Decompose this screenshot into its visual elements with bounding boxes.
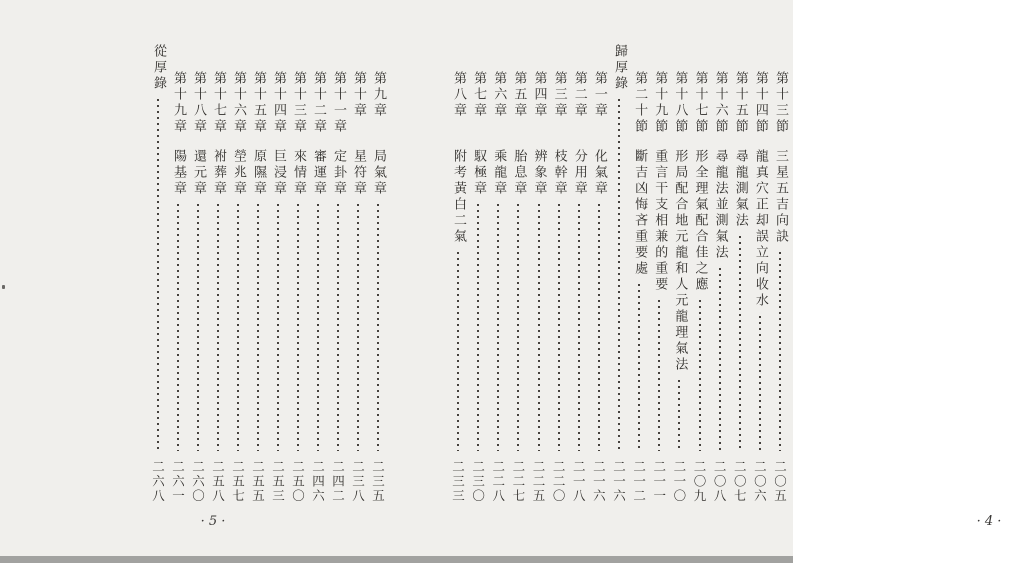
toc-entry-column (669, 44, 689, 506)
entry-number-label: 第九章 (371, 71, 386, 119)
toc-entry-column (468, 44, 488, 506)
entry-page-number: 二四二 (330, 460, 346, 504)
dot-leader (658, 300, 660, 451)
dot-leader (157, 99, 159, 451)
entry-number-label: 第十九節 (652, 71, 668, 135)
entry-page-number: 二三八 (350, 460, 366, 504)
entry-page-number: 二五七 (230, 460, 246, 504)
entry-number-label: 第十章 (351, 71, 366, 119)
entry-title: 胎息章 (511, 149, 527, 197)
toc-entry-column (690, 44, 710, 506)
entry-page-number: 二〇八 (712, 460, 728, 504)
toc-entry-column (629, 44, 649, 506)
entry-page-number: 二二八 (490, 460, 506, 504)
entry-number-label: 第十六節 (712, 71, 728, 135)
entry-title: 塋兆章 (231, 149, 246, 197)
dot-leader (297, 204, 299, 451)
entry-page-number: 二六一 (170, 460, 186, 504)
dot-leader (739, 236, 741, 451)
entry-number-label: 第十三章 (291, 71, 306, 135)
dot-leader (337, 204, 339, 451)
section-title: 歸厚錄 (612, 44, 627, 92)
toc-entry-column (208, 44, 228, 506)
entry-page-number: 二二七 (510, 460, 526, 504)
entry-title: 枝幹章 (551, 149, 567, 197)
entry-number-label: 第十九章 (171, 71, 186, 135)
section-title: 從厚錄 (151, 44, 166, 92)
entry-title: 重言干支相兼的重要 (652, 149, 668, 293)
toc-entry-column (649, 44, 669, 506)
folio-page-4: · 4 · (976, 514, 1002, 529)
entry-title: 星符章 (351, 149, 366, 197)
toc-entry-column (268, 44, 288, 506)
entry-number-label: 第八章 (451, 71, 466, 119)
entry-title: 斷吉凶悔吝重要處 (632, 149, 648, 277)
dot-leader (558, 204, 560, 451)
dot-leader (377, 204, 379, 451)
entry-title: 局氣章 (371, 149, 386, 197)
toc-entry-column (168, 44, 188, 506)
entry-number-label: 第十六章 (231, 71, 246, 135)
book-page-5 (0, 0, 396, 563)
toc-entry-column (348, 44, 368, 506)
entry-page-number: 二六八 (150, 460, 166, 504)
dot-leader (457, 252, 459, 451)
dot-leader (237, 204, 239, 451)
toc-entry-column (508, 44, 528, 506)
dot-leader (779, 252, 781, 451)
toc-entry-column (488, 44, 508, 506)
entry-title: 原隰章 (251, 149, 266, 197)
entry-page-number: 二五五 (250, 460, 266, 504)
entry-page-number: 二三〇 (470, 460, 486, 504)
entry-number-label: 第十一章 (331, 71, 346, 135)
dot-leader (497, 204, 499, 451)
entry-title: 巨浸章 (271, 149, 286, 197)
entry-number-label: 第三章 (551, 71, 567, 119)
entry-number-label: 第十五節 (732, 71, 748, 135)
toc-entry-column (308, 44, 328, 506)
entry-title: 尋龍法並測氣法 (712, 149, 728, 261)
toc-entry-column (750, 44, 770, 506)
entry-number-label: 第十七節 (692, 71, 708, 135)
dot-leader (538, 204, 540, 451)
entry-title: 形全理氣配合佳之應 (692, 149, 708, 293)
dot-leader (317, 204, 319, 451)
entry-number-label: 第十四節 (752, 71, 768, 135)
entry-page-number: 二六〇 (190, 460, 206, 504)
entry-number-label: 第七章 (471, 71, 487, 119)
entry-page-number: 二〇七 (732, 460, 748, 504)
entry-number-label: 第十五章 (251, 71, 266, 135)
entry-number-label: 第十八節 (672, 71, 688, 135)
entry-number-label: 第十七章 (211, 71, 226, 135)
dot-leader (699, 300, 701, 451)
dot-leader (678, 380, 680, 451)
entry-number-label: 第十八章 (191, 71, 206, 135)
book-page-4 (397, 0, 1002, 563)
entry-number-label: 第二十節 (632, 71, 648, 135)
entry-title: 尋龍測氣法 (732, 149, 748, 229)
dot-leader (618, 99, 620, 451)
dot-leader (197, 204, 199, 451)
entry-page-number: 二四六 (310, 460, 326, 504)
toc-entry-column (228, 44, 248, 506)
dot-leader (277, 204, 279, 451)
toc-entry-column (368, 44, 388, 506)
entry-page-number: 二一六 (611, 460, 627, 504)
entry-page-number: 二〇九 (692, 460, 707, 504)
entry-title: 辨象章 (531, 149, 547, 197)
entry-page-number: 二一〇 (671, 460, 687, 504)
entry-title: 三星五吉向訣 (773, 149, 788, 245)
entry-title: 陽基章 (171, 149, 186, 197)
entry-title: 馭極章 (471, 149, 487, 197)
entry-title: 分用章 (571, 149, 587, 197)
dot-leader (477, 204, 479, 451)
entry-number-label: 第五章 (511, 71, 527, 119)
entry-title: 龍真穴正却誤立向收水 (752, 149, 768, 309)
entry-page-number: 二一六 (591, 460, 607, 504)
toc-entry-column (188, 44, 208, 506)
toc-section-heading-column (148, 44, 168, 506)
entry-title: 化氣章 (591, 149, 607, 197)
entry-title: 附考黃白二氣 (451, 149, 466, 245)
dot-leader (257, 204, 259, 451)
dot-leader (578, 204, 580, 451)
dot-leader (719, 268, 721, 451)
toc-entry-column (288, 44, 308, 506)
scan-bottom-edge (0, 556, 793, 563)
entry-number-label: 第二章 (571, 71, 587, 119)
entry-number-label: 第十四章 (271, 71, 286, 135)
toc-entry-column (569, 44, 589, 506)
toc-columns-page-5 (148, 44, 388, 506)
toc-entry-column (248, 44, 268, 506)
entry-title: 審運章 (311, 149, 326, 197)
dot-leader (217, 204, 219, 451)
dot-leader (177, 204, 179, 451)
entry-number-label: 第六章 (491, 71, 507, 119)
scan-artifact-speck (2, 285, 5, 289)
entry-title: 定卦章 (331, 149, 346, 197)
entry-page-number: 二二五 (531, 460, 546, 504)
dot-leader (759, 316, 761, 451)
entry-number-label: 第十二章 (311, 71, 326, 135)
entry-page-number: 二一一 (651, 460, 667, 504)
toc-entry-column (549, 44, 569, 506)
toc-entry-column (589, 44, 609, 506)
entry-page-number: 二五八 (210, 460, 226, 504)
toc-columns-page-4 (448, 44, 790, 506)
toc-entry-column (730, 44, 750, 506)
dot-leader (598, 204, 600, 451)
entry-page-number: 二三五 (370, 460, 386, 504)
entry-title: 乘龍章 (491, 149, 507, 197)
entry-page-number: 二〇六 (752, 460, 768, 504)
entry-page-number: 二〇五 (772, 460, 788, 504)
toc-entry-column (710, 44, 730, 506)
toc-section-heading-column (609, 44, 629, 506)
entry-number-label: 第十三節 (773, 71, 788, 135)
entry-page-number: 二五三 (270, 460, 286, 504)
dot-leader (638, 284, 640, 451)
entry-page-number: 二一八 (571, 460, 587, 504)
dot-leader (517, 204, 519, 451)
toc-entry-column (448, 44, 468, 506)
entry-page-number: 二五〇 (290, 460, 306, 504)
entry-number-label: 第一章 (591, 71, 607, 119)
entry-title: 形局配合地元龍和人元龍理氣法 (672, 149, 688, 373)
entry-page-number: 二二〇 (551, 460, 567, 504)
entry-page-number: 二三三 (450, 460, 466, 504)
toc-entry-column (328, 44, 348, 506)
dot-leader (357, 204, 359, 451)
entry-number-label: 第四章 (531, 71, 547, 119)
toc-entry-column (770, 44, 790, 506)
entry-title: 來情章 (291, 149, 306, 197)
toc-entry-column (529, 44, 549, 506)
entry-title: 袝葬章 (211, 149, 226, 197)
entry-page-number: 二一二 (631, 460, 647, 504)
entry-title: 還元章 (191, 149, 206, 197)
folio-page-5: · 5 · (200, 514, 226, 529)
